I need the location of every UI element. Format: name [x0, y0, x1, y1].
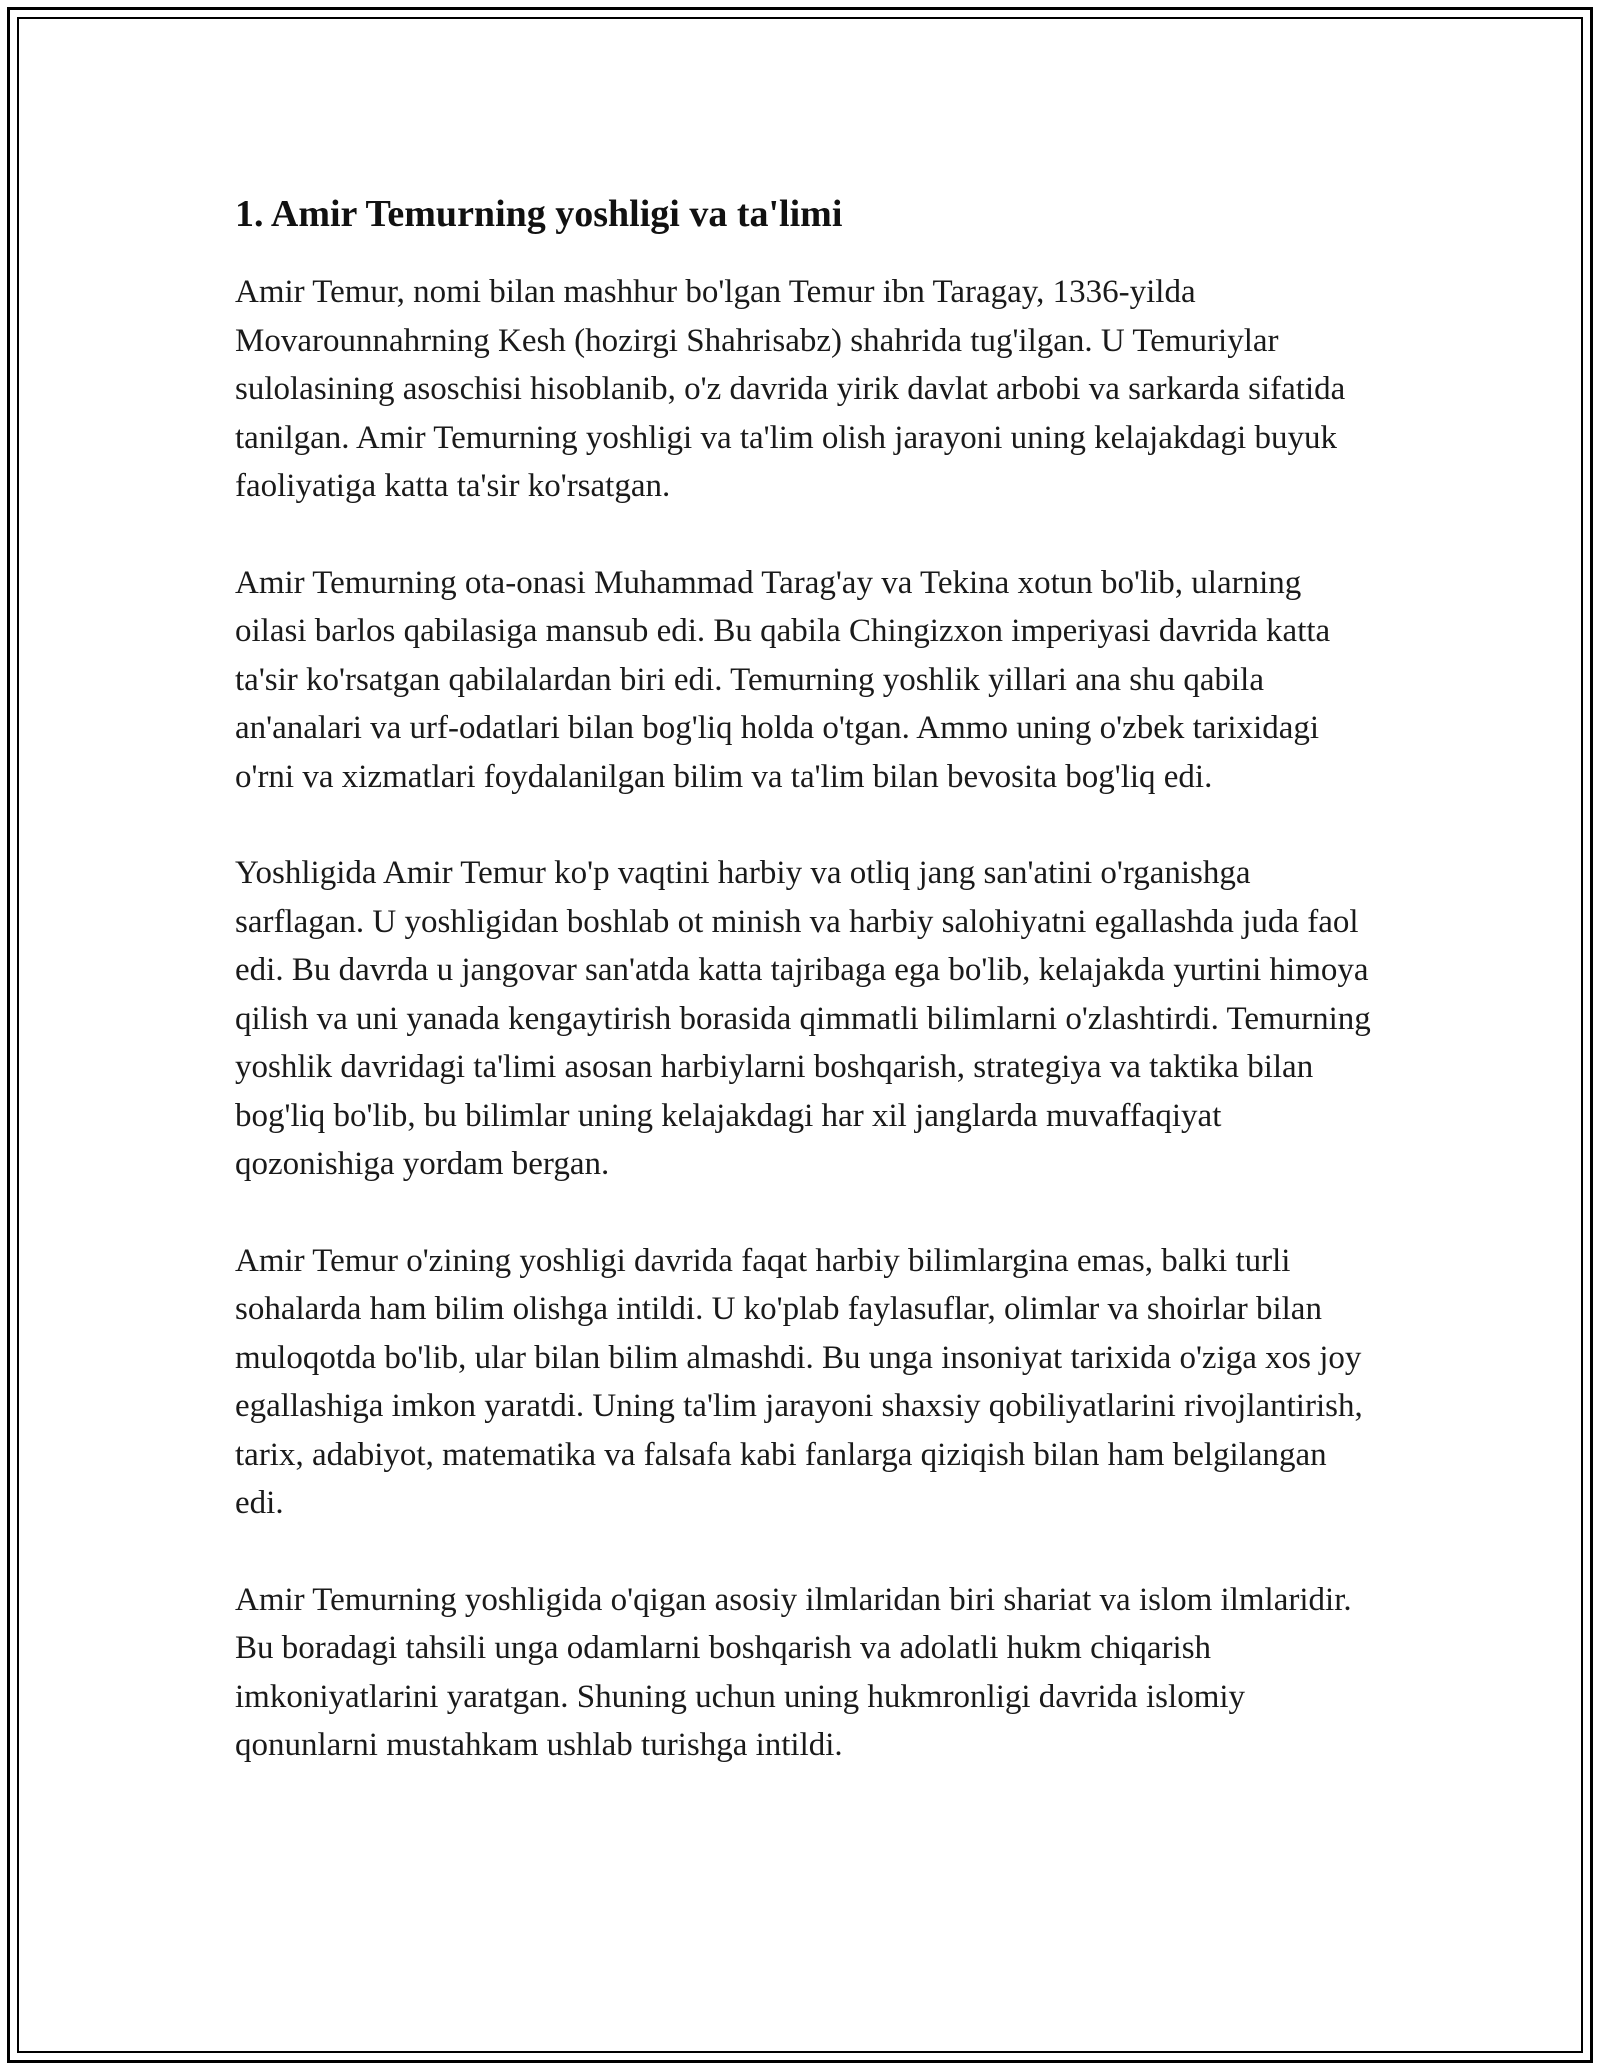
paragraph-4: Amir Temur o'zining yoshligi davrida faqat harbiy bilimlargina emas, balki turli sohalarda ham bilim olishga intildi. U ko'plab faylasuflar, olimlar va shoirlar bilan muloqotda bo'lib, ular bilan bilim almashdi. Bu unga insoniyat tarixida o'ziga xos joy egallashiga imkon yaratdi. Uning ta'lim jarayoni shaxsiy qobiliyatlarini rivojlantirish, tarix, adabiyot, matematika va falsafa kabi fanlarga qiziqish bilan ham belgilangan edi. — [235, 1242, 1363, 1521]
paragraph-1: Amir Temur, nomi bilan mashhur bo'lgan Temur ibn Taragay, 1336-yilda Movarounnahrning Kesh (hozirgi Shahrisabz) shahrida tug'ilgan. U Temuriylar sulolasining asoschisi hisoblanib, o'z davrida yirik davlat arbobi va sarkarda sifatida tanilgan. Amir Temurning yoshligi va ta'lim olish jarayoni uning kelajakdagi buyuk faoliyatiga katta ta'sir ko'rsatgan. — [235, 274, 1346, 504]
paragraph-5: Amir Temurning yoshligida o'qigan asosiy ilmlaridan biri shariat va islom ilmlaridir. Bu boradagi tahsili unga odamlarni boshqarish va adolatli hukm chiqarish imkoniyatlarini yaratgan. Shuning uchun uning hukmronligi davrida islomiy qonunlarni mustahkam ushlab turishga intildi. — [235, 1581, 1352, 1763]
section-heading: 1. Amir Temurning yoshligi va ta'limi — [235, 193, 843, 235]
document-body — [235, 186, 1375, 1818]
paragraph-2: Amir Temurning ota-onasi Muhammad Tarag'ay va Tekina xotun bo'lib, ularning oilasi barlos qabilasiga mansub edi. Bu qabila Chingizxon imperiyasi davrida katta ta'sir ko'rsatgan qabilalardan biri edi. Temurning yoshlik yillari ana shu qabila an'analari va urf-odatlari bilan bog'liq holda o'tgan. Ammo uning o'zbek tarixidagi o'rni va xizmatlari foydalanilgan bilim va ta'lim bilan bevosita bog'liq edi. — [235, 564, 1331, 795]
paragraph-3: Yoshligida Amir Temur ko'p vaqtini harbiy va otliq jang san'atini o'rganishga sarflagan. U yoshligidan boshlab ot minish va harbiy salohiyatni egallashda juda faol edi. Bu davrda u jangovar san'atda katta tajribaga ega bo'lib, kelajakda yurtini himoya qilish va uni yanada kengaytirish borasida qimmatli bilimlarni o'zlashtirdi. Temurning yoshlik davridagi ta'limi asosan harbiylarni boshqarish, strategiya va taktika bilan bog'liq bo'lib, bu bilimlar uning kelajakdagi har xil janglarda muvaffaqiyat qozonishiga yordam bergan. — [235, 855, 1371, 1182]
